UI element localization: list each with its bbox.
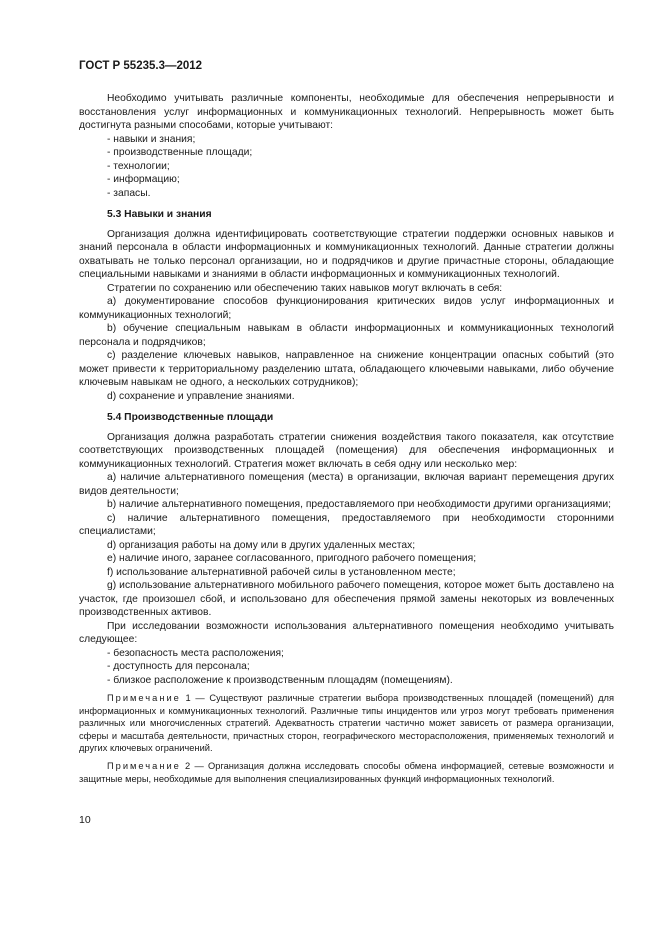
section-heading-5-3: 5.3 Навыки и знания (107, 209, 212, 220)
intro-paragraph: Необходимо учитывать различные компоненты, необходимые для обеспечения непрерывности и восстановления услуг информационных и коммуникационных технологий. Непрерывность может быть достигнута разными способами, которые учитывают: (79, 93, 614, 131)
list-item: - близкое расположение к производственным площадям (помещениям). (107, 674, 453, 686)
note-text: 1 — Существуют различные стратегии выбора производственных площадей (помещений) для информационных и коммуникационных технологий. Различные типы инцидентов или угроз могут требовать применения различных или многочисленных стратегий. Адекватность стратегии частично может зависеть от размера организации, сферы и масштаба деятельности, причастных сторон, географического месторасположения, применяемых технологий и других ключевых ограничений. (79, 693, 614, 754)
note-2 (79, 760, 614, 785)
note-label: Примечание (107, 760, 181, 771)
list-item: - запасы. (107, 187, 151, 199)
list-item: c) разделение ключевых навыков, направленное на снижение концентрации опасных событий (это может привести к территориальному разделению штата, обладающего ключевыми навыками, либо обучение ключевым навыкам не одного, а нескольких сотрудников); (79, 350, 614, 388)
section-paragraph: Организация должна идентифицировать соответствующие стратегии поддержки основных навыков и знаний персонала в области информационных и коммуникационных технологий. Данные стратегии должны охватывать не только персонал организации, но и подрядчиков и другие причастные стороны, обладающие специальными навыками и знаниями в области информационных и коммуникационных технологий. (79, 228, 614, 280)
note-1 (79, 692, 614, 755)
list-item: f) использование альтернативной рабочей силы в установленном месте; (107, 566, 456, 578)
list-item: - производственные площади; (107, 147, 253, 158)
section-paragraph: Стратегии по сохранению или обеспечению таких навыков могут включать в себя: (107, 282, 503, 294)
list-item: b) обучение специальным навыкам в области информационных и коммуникационных технологий персонала и подрядчиков; (79, 323, 614, 348)
document-body (79, 92, 614, 785)
list-item: - навыки и знания; (107, 133, 196, 145)
list-item: - технологии; (107, 160, 170, 172)
list-item: g) использование альтернативного мобильного рабочего помещения, которое может быть доставлено на участок, где произошел сбой, и использовано для обеспечения прямой замены некоторых из вовлеченных производственных активов. (79, 580, 614, 618)
page-number: 10 (79, 814, 91, 826)
list-item: а) документирование способов функционирования критических видов услуг информационных и коммуникационных технологий; (79, 296, 614, 321)
document-header: ГОСТ Р 55235.3—2012 (79, 60, 203, 72)
list-item: e) наличие иного, заранее согласованного, пригодного рабочего помещения; (107, 553, 477, 564)
list-item: - доступность для персонала; (107, 661, 250, 672)
section-paragraph: При исследовании возможности использования альтернативного помещения необходимо учитывать следующее: (79, 620, 614, 645)
section-heading-5-4: 5.4 Производственные площади (107, 412, 274, 423)
list-item: b) наличие альтернативного помещения, предоставляемого при необходимости другими организациями; (107, 499, 611, 510)
list-item: d) организация работы на дому или в других удаленных местах; (107, 539, 416, 551)
list-item: - безопасность места расположения; (107, 647, 284, 659)
section-paragraph: Организация должна разработать стратегии снижения воздействия такого показателя, как отсутствие соответствующих производственных площадей (помещения) для обеспечения информационных и коммуникационных технологий. Стратегия может включать в себя одну или несколько мер: (79, 431, 614, 470)
note-text: 2 — Организация должна исследовать способы обмена информацией, сетевые возможности и защитные меры, необходимые для выполнения специализированных функций информационных технологий. (79, 760, 614, 784)
list-item: a) наличие альтернативного помещения (места) в организации, включая вариант перемещения других видов деятельности; (79, 472, 614, 497)
note-label: Примечание (107, 693, 181, 703)
list-item: d) сохранение и управление знаниями. (107, 390, 295, 402)
list-item: - информацию; (107, 174, 180, 185)
list-item: c) наличие альтернативного помещения, предоставляемого при необходимости сторонними специалистами; (79, 512, 614, 537)
